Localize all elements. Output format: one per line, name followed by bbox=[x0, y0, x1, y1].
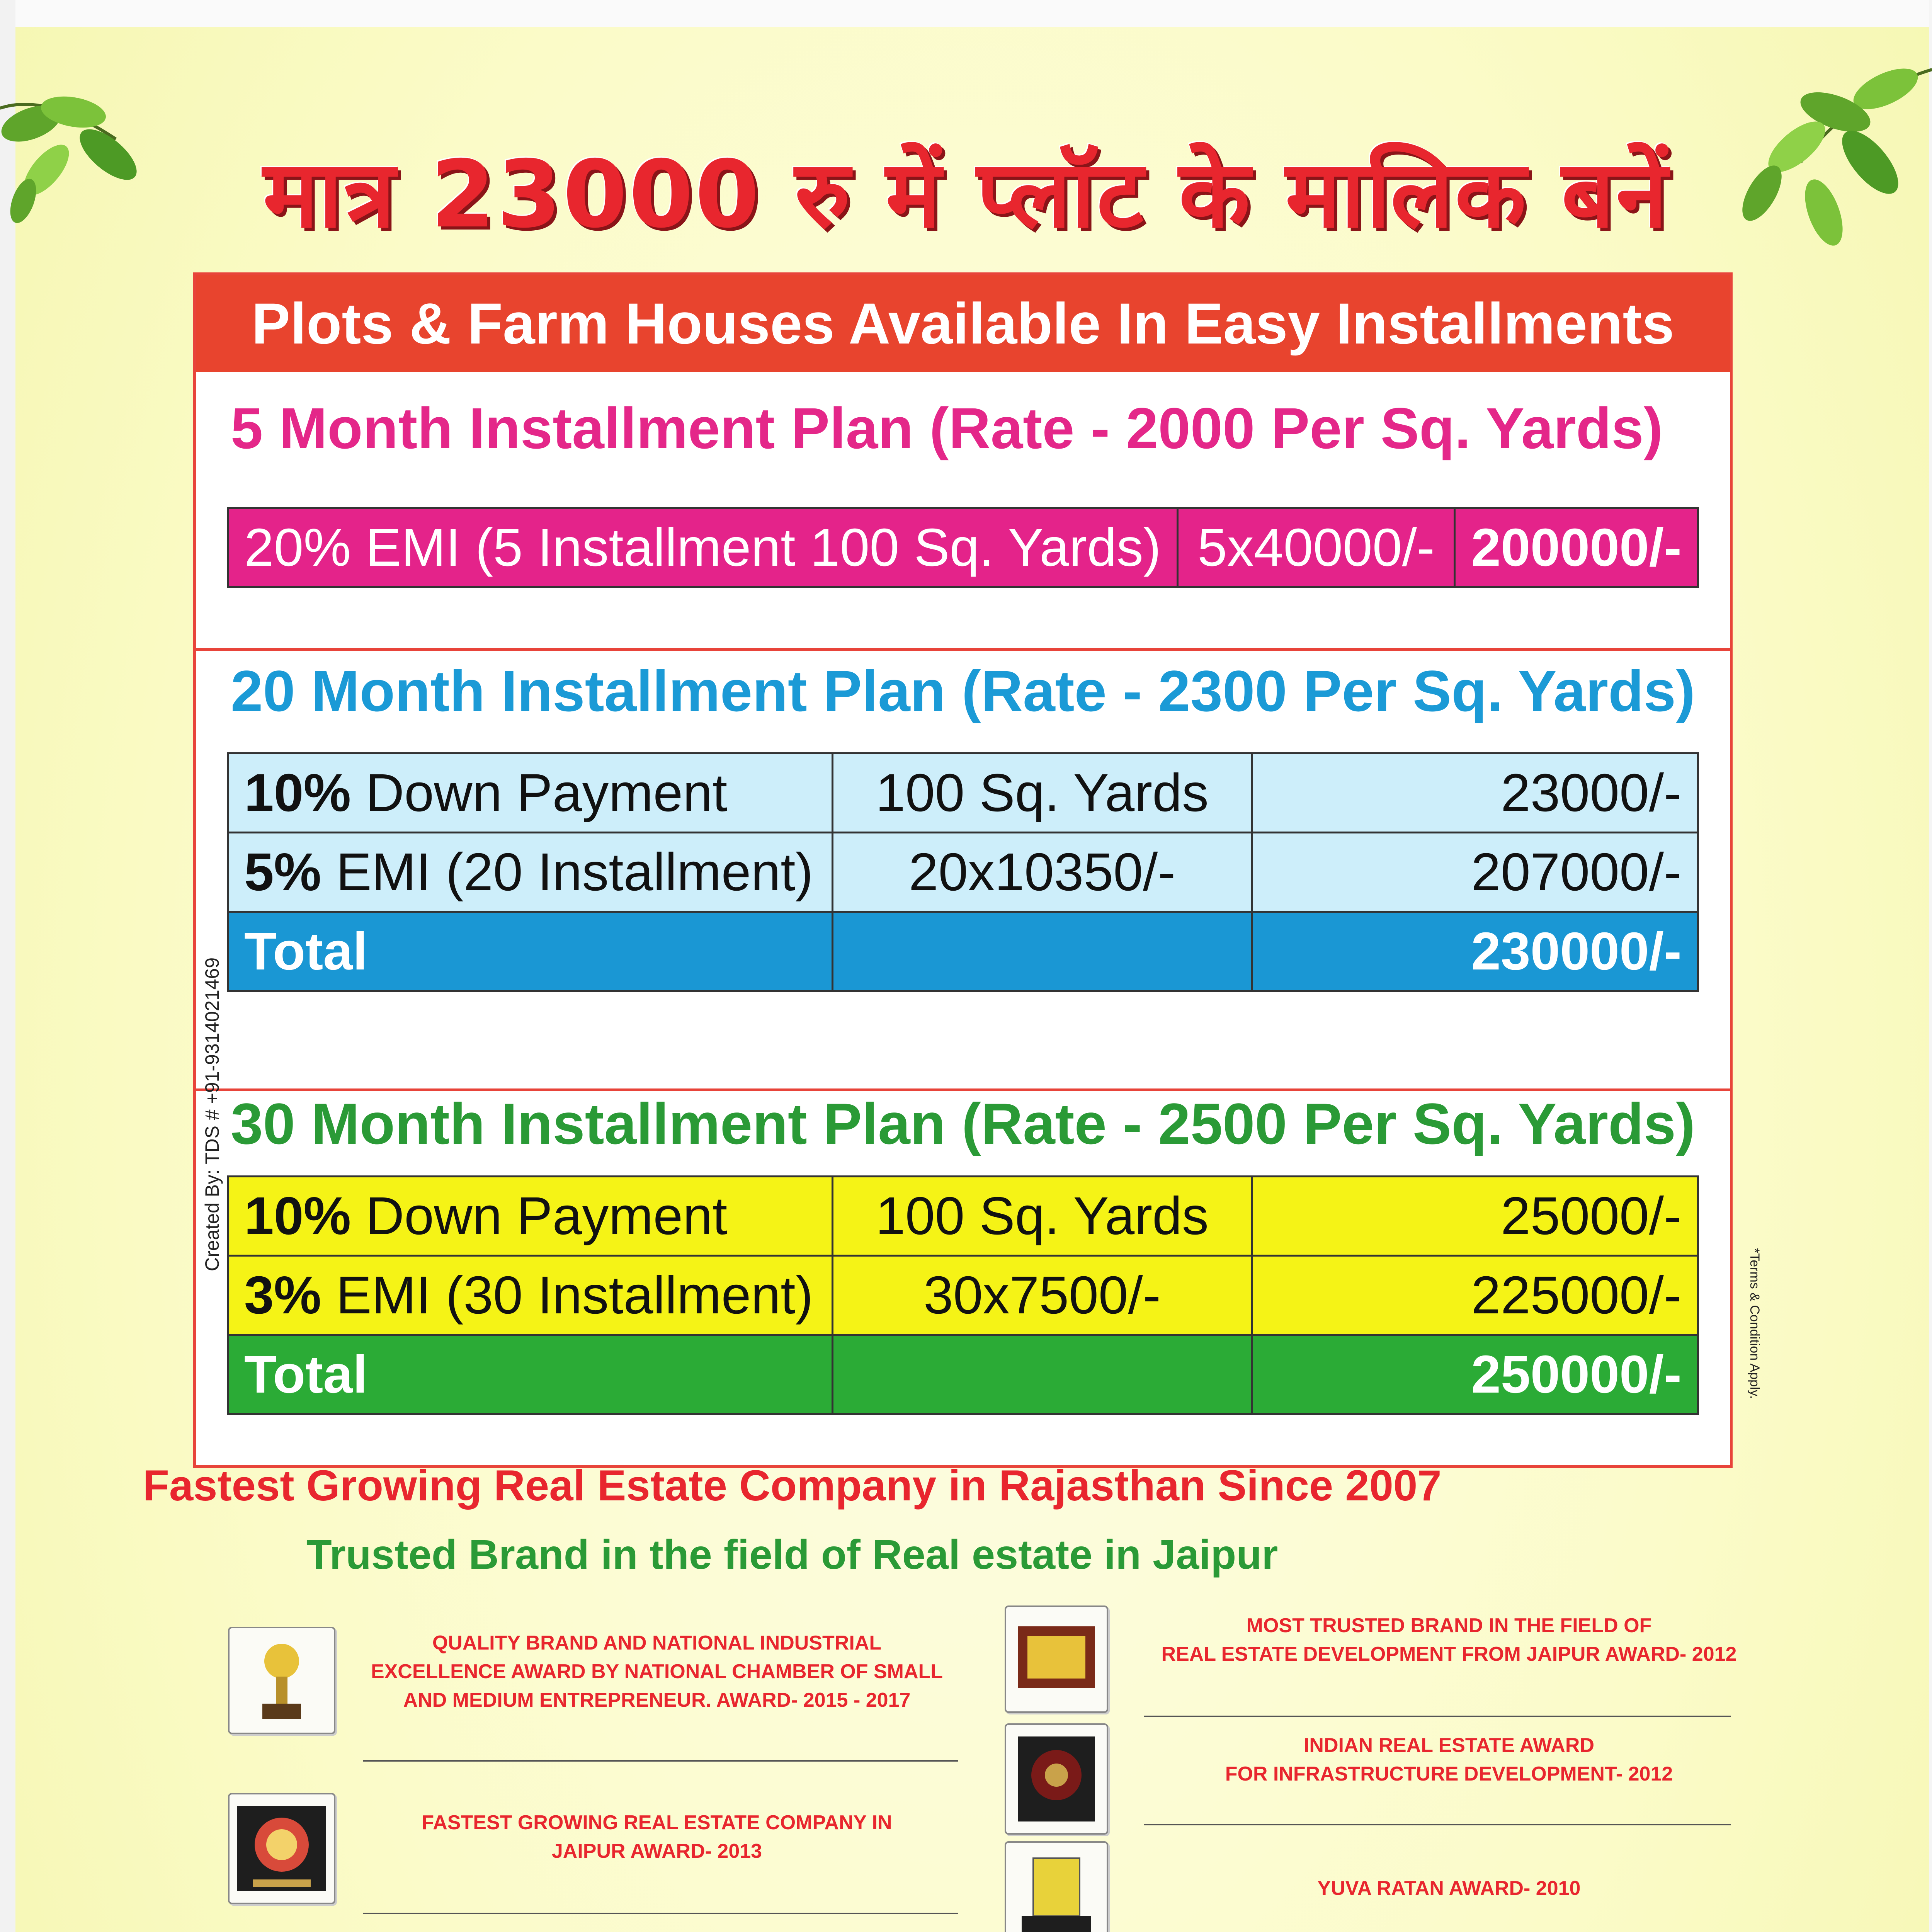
plan-30-emi: 30x7500/- bbox=[833, 1256, 1252, 1335]
plan-30-area: 100 Sq. Yards bbox=[833, 1177, 1252, 1256]
scan-edge-left bbox=[0, 0, 15, 1932]
plan-30-total-empty bbox=[833, 1335, 1252, 1414]
plan-30-emi-label: 3% EMI (30 Installment) bbox=[228, 1256, 833, 1335]
plaque-icon bbox=[228, 1793, 335, 1904]
plaque-icon bbox=[1005, 1605, 1108, 1713]
creator-credit: Created By: TDS # +91-9314021469 bbox=[201, 957, 223, 1271]
plan-30-down-payment-label: 10% Down Payment bbox=[228, 1177, 833, 1256]
award-divider bbox=[363, 1760, 958, 1762]
plan-20-emi-amount: 207000/- bbox=[1252, 833, 1698, 912]
plan-20-down-payment-amount: 23000/- bbox=[1252, 753, 1698, 833]
plan-20-total-label: Total bbox=[228, 912, 833, 991]
table-row bbox=[228, 1335, 1698, 1414]
plan-30-title: 30 Month Installment Plan (Rate - 2500 Per Sq. Yards) bbox=[231, 1091, 1696, 1156]
plan-5-emi: 5x40000/- bbox=[1177, 508, 1455, 587]
plan-30-emi-amount: 225000/- bbox=[1252, 1256, 1698, 1335]
trophy-icon bbox=[228, 1627, 335, 1734]
table-row bbox=[228, 833, 1698, 912]
table-row bbox=[228, 912, 1698, 991]
trophy-icon bbox=[1005, 1841, 1108, 1932]
scan-edge-right bbox=[1929, 0, 1932, 1932]
tagline-fastest-growing: Fastest Growing Real Estate Company in Rajasthan Since 2007 bbox=[143, 1461, 1442, 1510]
award-text: MOST TRUSTED BRAND IN THE FIELD OF REAL ESTATE DEVELOPMENT FROM JAIPUR AWARD- 2012 bbox=[1161, 1614, 1737, 1665]
award-text: FASTEST GROWING REAL ESTATE COMPANY IN JAIPUR AWARD- 2013 bbox=[422, 1811, 892, 1862]
award-text: QUALITY BRAND AND NATIONAL INDUSTRIAL EXCELLENCE AWARD BY NATIONAL CHAMBER OF SMALL AND MEDIUM ENTREPRENEUR. AWARD- 2015 - 2017 bbox=[371, 1632, 943, 1711]
award-divider bbox=[363, 1913, 958, 1914]
plan-20-emi: 20x10350/- bbox=[833, 833, 1252, 912]
plan-5-amount: 200000/- bbox=[1455, 508, 1698, 587]
plan-30-table bbox=[227, 1175, 1699, 1415]
plots-banner: Plots & Farm Houses Available In Easy Installments bbox=[196, 275, 1730, 372]
plan-5-description: 20% EMI (5 Installment 100 Sq. Yards) bbox=[228, 508, 1178, 587]
plan-30-total-amount: 250000/- bbox=[1252, 1335, 1698, 1414]
plan-20-emi-label: 5% EMI (20 Installment) bbox=[228, 833, 833, 912]
headline-hindi: मात्र 23000 रु में प्लॉट के मालिक बनें bbox=[263, 140, 1669, 248]
award-text: INDIAN REAL ESTATE AWARD FOR INFRASTRUCTURE DEVELOPMENT- 2012 bbox=[1225, 1734, 1673, 1785]
plaque-icon bbox=[1005, 1723, 1108, 1835]
installment-plans-box bbox=[193, 272, 1733, 1468]
plan-30-total-label: Total bbox=[228, 1335, 833, 1414]
plan-30-down-payment-amount: 25000/- bbox=[1252, 1177, 1698, 1256]
award-divider bbox=[1144, 1824, 1731, 1825]
table-row bbox=[228, 508, 1698, 587]
award-text: YUVA RATAN AWARD- 2010 bbox=[1317, 1877, 1581, 1900]
scan-edge-top bbox=[0, 0, 1932, 27]
plan-20-table bbox=[227, 752, 1699, 992]
plan-5-title: 5 Month Installment Plan (Rate - 2000 Per Sq. Yards) bbox=[231, 396, 1663, 461]
plan-20-area: 100 Sq. Yards bbox=[833, 753, 1252, 833]
award-divider bbox=[1144, 1716, 1731, 1717]
plan-20-down-payment-label: 10% Down Payment bbox=[228, 753, 833, 833]
terms-note: *Terms & Condition Apply. bbox=[1747, 1248, 1762, 1399]
table-row bbox=[228, 753, 1698, 833]
plan-5-table bbox=[227, 507, 1699, 588]
plan-20-total-empty bbox=[833, 912, 1252, 991]
table-row bbox=[228, 1177, 1698, 1256]
section-divider bbox=[196, 648, 1730, 651]
plan-20-total-amount: 230000/- bbox=[1252, 912, 1698, 991]
table-row bbox=[228, 1256, 1698, 1335]
plan-20-title: 20 Month Installment Plan (Rate - 2300 Per Sq. Yards) bbox=[231, 658, 1696, 723]
tagline-trusted-brand: Trusted Brand in the field of Real estate in Jaipur bbox=[306, 1531, 1278, 1578]
